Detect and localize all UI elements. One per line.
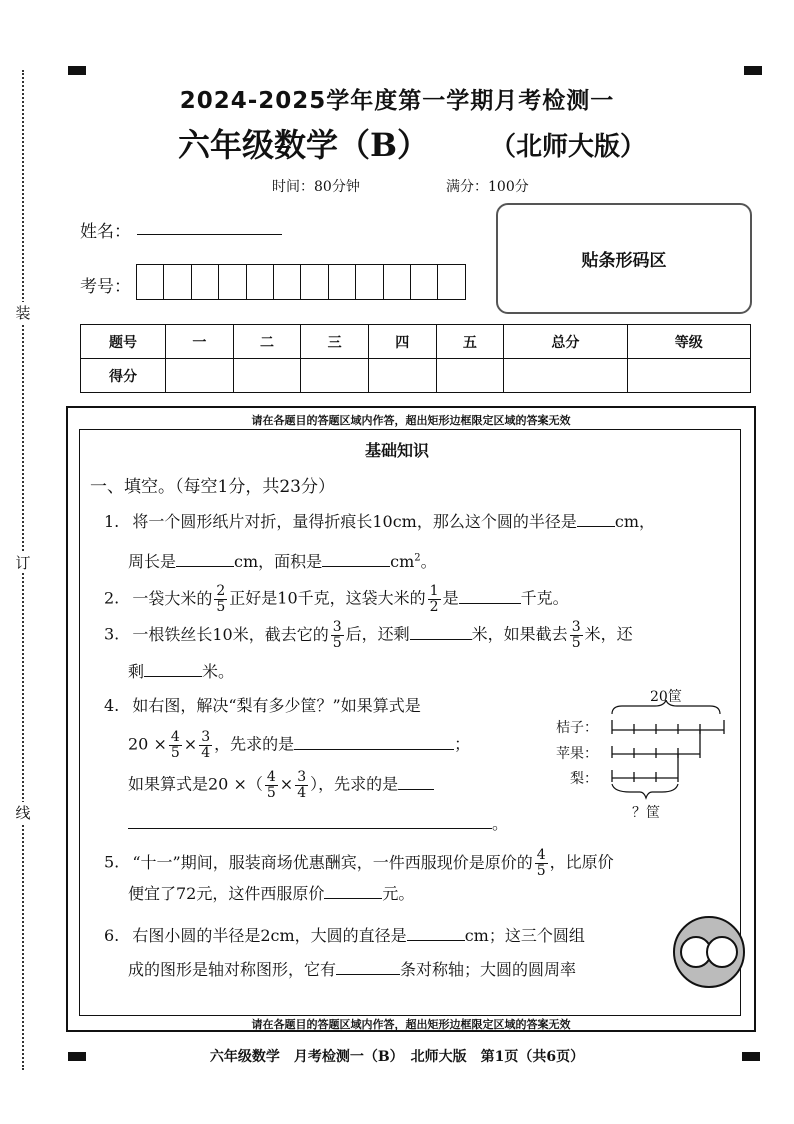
- q6-text-d: 条对称轴；大圆的圆周率: [400, 960, 577, 979]
- exam-title-line: 2024-2025学年度第一学期月考检测一: [179, 88, 615, 114]
- q4-expr-a: 20 ×: [128, 734, 167, 754]
- question-4-line-2: [128, 730, 470, 760]
- binding-char-xian: 线: [15, 804, 31, 822]
- diagram-row-label: 梨：: [570, 771, 598, 787]
- id-digit-box[interactable]: [356, 265, 383, 299]
- q2-unit: 千克。: [520, 588, 569, 608]
- q2-blank[interactable]: [459, 589, 521, 604]
- q6-number: 6.: [104, 926, 120, 945]
- score-cell[interactable]: [301, 359, 369, 393]
- q2-frac1-num: 2: [216, 583, 226, 599]
- q1-unit-a: cm，: [614, 512, 655, 531]
- q4-text-b: ，先求的是: [214, 734, 295, 754]
- question-1-line-2: [128, 552, 437, 570]
- q4-frac3-num: 4: [266, 769, 276, 785]
- barcode-area: [496, 203, 752, 314]
- name-label: 姓名：: [80, 222, 131, 242]
- q1-unit-c: cm: [390, 552, 415, 571]
- q4-frac4-den: 4: [297, 784, 307, 801]
- score-table-score-row: [81, 359, 751, 393]
- section-title: 基础知识: [364, 441, 429, 460]
- score-cell[interactable]: [166, 359, 234, 393]
- q5-number: 5.: [104, 852, 120, 872]
- q5-frac1-den: 5: [536, 862, 546, 879]
- q3-blank-1[interactable]: [410, 625, 472, 640]
- score-table-header-row: [81, 325, 751, 359]
- diagram-row-label: 桔子：: [556, 720, 598, 736]
- q4-semicolon: ；: [454, 734, 471, 754]
- q4-blank-2b[interactable]: [128, 814, 492, 829]
- question-4-line-1: [104, 698, 421, 714]
- q4-blank-2a[interactable]: [398, 775, 434, 790]
- exam-time: 时间：80分钟: [272, 179, 360, 195]
- q6-text-b: cm；这三个圆组: [464, 926, 585, 945]
- q4-blank-1[interactable]: [294, 735, 454, 750]
- q3-frac2-num: 3: [571, 619, 581, 635]
- id-digit-box[interactable]: [301, 265, 328, 299]
- q2-text-b: 正好是10千克，这袋大米的: [229, 588, 426, 608]
- line-segment-diagram: [600, 700, 730, 800]
- part1-title: 一、填空。（每空1分，共23分）: [90, 477, 335, 497]
- answer-warning-bottom: 请在各题目的答题区域内作答，超出矩形边框限定区域的答案无效: [251, 1018, 571, 1031]
- exam-edition: （北师大版）: [490, 132, 647, 162]
- question-1-line-1: [104, 512, 655, 530]
- q3-frac1-num: 3: [332, 619, 342, 635]
- q2-fraction-1: [214, 584, 227, 614]
- q4-frac1-den: 5: [170, 744, 180, 761]
- id-digit-box[interactable]: [219, 265, 246, 299]
- exam-id-boxes[interactable]: [136, 264, 466, 300]
- q5-text-b: ，比原价: [549, 852, 614, 872]
- q4-frac3-den: 5: [266, 784, 276, 801]
- q3-frac1-den: 5: [332, 634, 342, 651]
- q1-blank-area[interactable]: [322, 552, 390, 567]
- diagram-top-brace: [612, 700, 720, 714]
- exam-full-score: 满分：100分: [446, 179, 529, 195]
- q5-fraction-1: [535, 848, 548, 878]
- id-digit-box[interactable]: [438, 265, 464, 299]
- q5-blank[interactable]: [324, 884, 382, 899]
- diagram-top-label: 20筐: [650, 689, 682, 705]
- id-label: 考号：: [80, 277, 131, 297]
- q2-number: 2.: [104, 588, 120, 608]
- q1-text-a: 将一个圆形纸片对折，量得折痕长10cm，那么这个圆的半径是: [132, 512, 577, 531]
- question-5-line-1: [104, 848, 614, 878]
- id-digit-box[interactable]: [384, 265, 411, 299]
- q5-text-a: “十一”期间，服装商场优惠酬宾，一件西服现价是原价的: [132, 852, 533, 872]
- page-footer: 六年级数学 月考检测一（B） 北师大版 第1页（共6页）: [209, 1049, 585, 1065]
- score-cell[interactable]: [233, 359, 301, 393]
- id-digit-box[interactable]: [164, 265, 191, 299]
- question-5-line-2: [128, 884, 414, 902]
- q1-blank-radius[interactable]: [577, 512, 615, 527]
- q1-number: 1.: [104, 512, 120, 531]
- score-header-cell: 总分: [504, 325, 627, 359]
- diagram-bottom-label: ？筐: [632, 805, 660, 821]
- barcode-label: 贴条形码区: [581, 251, 667, 271]
- question-6-line-2: [128, 960, 576, 978]
- binding-char-ding: 订: [15, 554, 31, 572]
- score-cell[interactable]: [504, 359, 627, 393]
- question-4-line-4: [128, 814, 508, 832]
- q1-text-b: 周长是: [128, 552, 177, 571]
- q6-text-a: 右图小圆的半径是2cm，大圆的直径是: [132, 926, 407, 945]
- q4-times-2: ×: [279, 774, 294, 794]
- q4-fraction-3: [265, 770, 278, 800]
- q5-unit: 元。: [382, 884, 415, 903]
- question-2: [104, 584, 569, 614]
- q3-text-c: 米，如果截去: [471, 624, 568, 644]
- score-header-cell: 等级: [627, 325, 750, 359]
- q4-times: ×: [183, 734, 198, 754]
- score-header-cell: 一: [166, 325, 234, 359]
- q3-unit: 米。: [202, 662, 235, 681]
- q4-end: 。: [492, 814, 509, 833]
- q4-number: 4.: [104, 696, 120, 715]
- q5-text-c: 便宜了72元，这件西服原价: [128, 884, 325, 903]
- q4-frac4-num: 3: [297, 769, 307, 785]
- q4-fraction-1: [169, 730, 182, 760]
- q3-number: 3.: [104, 624, 120, 644]
- q3-blank-2[interactable]: [144, 662, 202, 677]
- registration-mark-top-left: [68, 66, 86, 75]
- q4-frac1-num: 4: [170, 729, 180, 745]
- question-3-line-1: [104, 620, 633, 650]
- q3-fraction-1: [331, 620, 344, 650]
- q4-frac2-num: 3: [201, 729, 211, 745]
- q5-frac1-num: 4: [536, 847, 546, 863]
- score-table: [80, 324, 751, 393]
- exam-main-title: 六年级数学（B）: [178, 126, 430, 164]
- q3-frac2-den: 5: [571, 634, 581, 651]
- q2-frac2-num: 1: [429, 583, 439, 599]
- score-cell[interactable]: [436, 359, 504, 393]
- q2-frac1-den: 5: [216, 598, 226, 615]
- id-digit-box[interactable]: [137, 265, 164, 299]
- score-header-cell: 四: [368, 325, 436, 359]
- q4-frac2-den: 4: [201, 744, 211, 761]
- q1-superscript: 2: [414, 552, 421, 564]
- question-3-line-2: [128, 662, 234, 680]
- score-header-cell: 题号: [81, 325, 166, 359]
- q1-unit-b: cm，面积是: [234, 552, 323, 571]
- q2-text-c: 是: [442, 588, 459, 608]
- score-cell[interactable]: [627, 359, 750, 393]
- q2-frac2-den: 2: [429, 598, 439, 615]
- diagram-row-label: 苹果：: [556, 746, 598, 762]
- id-digit-box[interactable]: [192, 265, 219, 299]
- binding-char-zhuang: 装: [15, 304, 31, 322]
- question-6-line-1: [104, 926, 585, 944]
- question-4-line-3: [128, 770, 434, 800]
- q4-text-c: 如果算式是20 ×（: [128, 774, 263, 794]
- q4-text-d: ），先求的是: [310, 774, 399, 794]
- q6-blank-diameter[interactable]: [407, 926, 465, 941]
- q6-text-c: 成的图形是轴对称图形，它有: [128, 960, 337, 979]
- id-digit-box[interactable]: [274, 265, 301, 299]
- score-header-cell: 五: [436, 325, 504, 359]
- score-cell[interactable]: [368, 359, 436, 393]
- q1-blank-circumference[interactable]: [176, 552, 234, 567]
- small-circle-right: [707, 937, 737, 967]
- three-circles-figure: [670, 913, 748, 991]
- q4-fraction-4: [295, 770, 308, 800]
- score-row-label: 得分: [81, 359, 166, 393]
- q4-fraction-2: [199, 730, 212, 760]
- answer-warning-top: 请在各题目的答题区域内作答，超出矩形边框限定区域的答案无效: [251, 414, 571, 427]
- score-header-cell: 二: [233, 325, 301, 359]
- q2-text-a: 一袋大米的: [132, 588, 213, 608]
- q3-text-d: 米，还: [584, 624, 633, 644]
- q4-text-a: 如右图，解决“梨有多少筐？”如果算式是: [132, 696, 421, 715]
- name-field[interactable]: [137, 234, 282, 235]
- q3-text-b: 后，还剩: [345, 624, 410, 644]
- id-digit-box[interactable]: [329, 265, 356, 299]
- q3-text-e: 剩: [128, 662, 145, 681]
- id-digit-box[interactable]: [411, 265, 438, 299]
- score-header-cell: 三: [301, 325, 369, 359]
- q1-end: 。: [420, 552, 437, 571]
- q3-fraction-2: [570, 620, 583, 650]
- q2-fraction-2: [428, 584, 441, 614]
- id-digit-box[interactable]: [247, 265, 274, 299]
- diagram-bottom-brace: [612, 784, 678, 798]
- registration-mark-top-right: [744, 66, 762, 75]
- q6-blank-axes[interactable]: [336, 960, 400, 975]
- q3-text-a: 一根铁丝长10米，截去它的: [132, 624, 329, 644]
